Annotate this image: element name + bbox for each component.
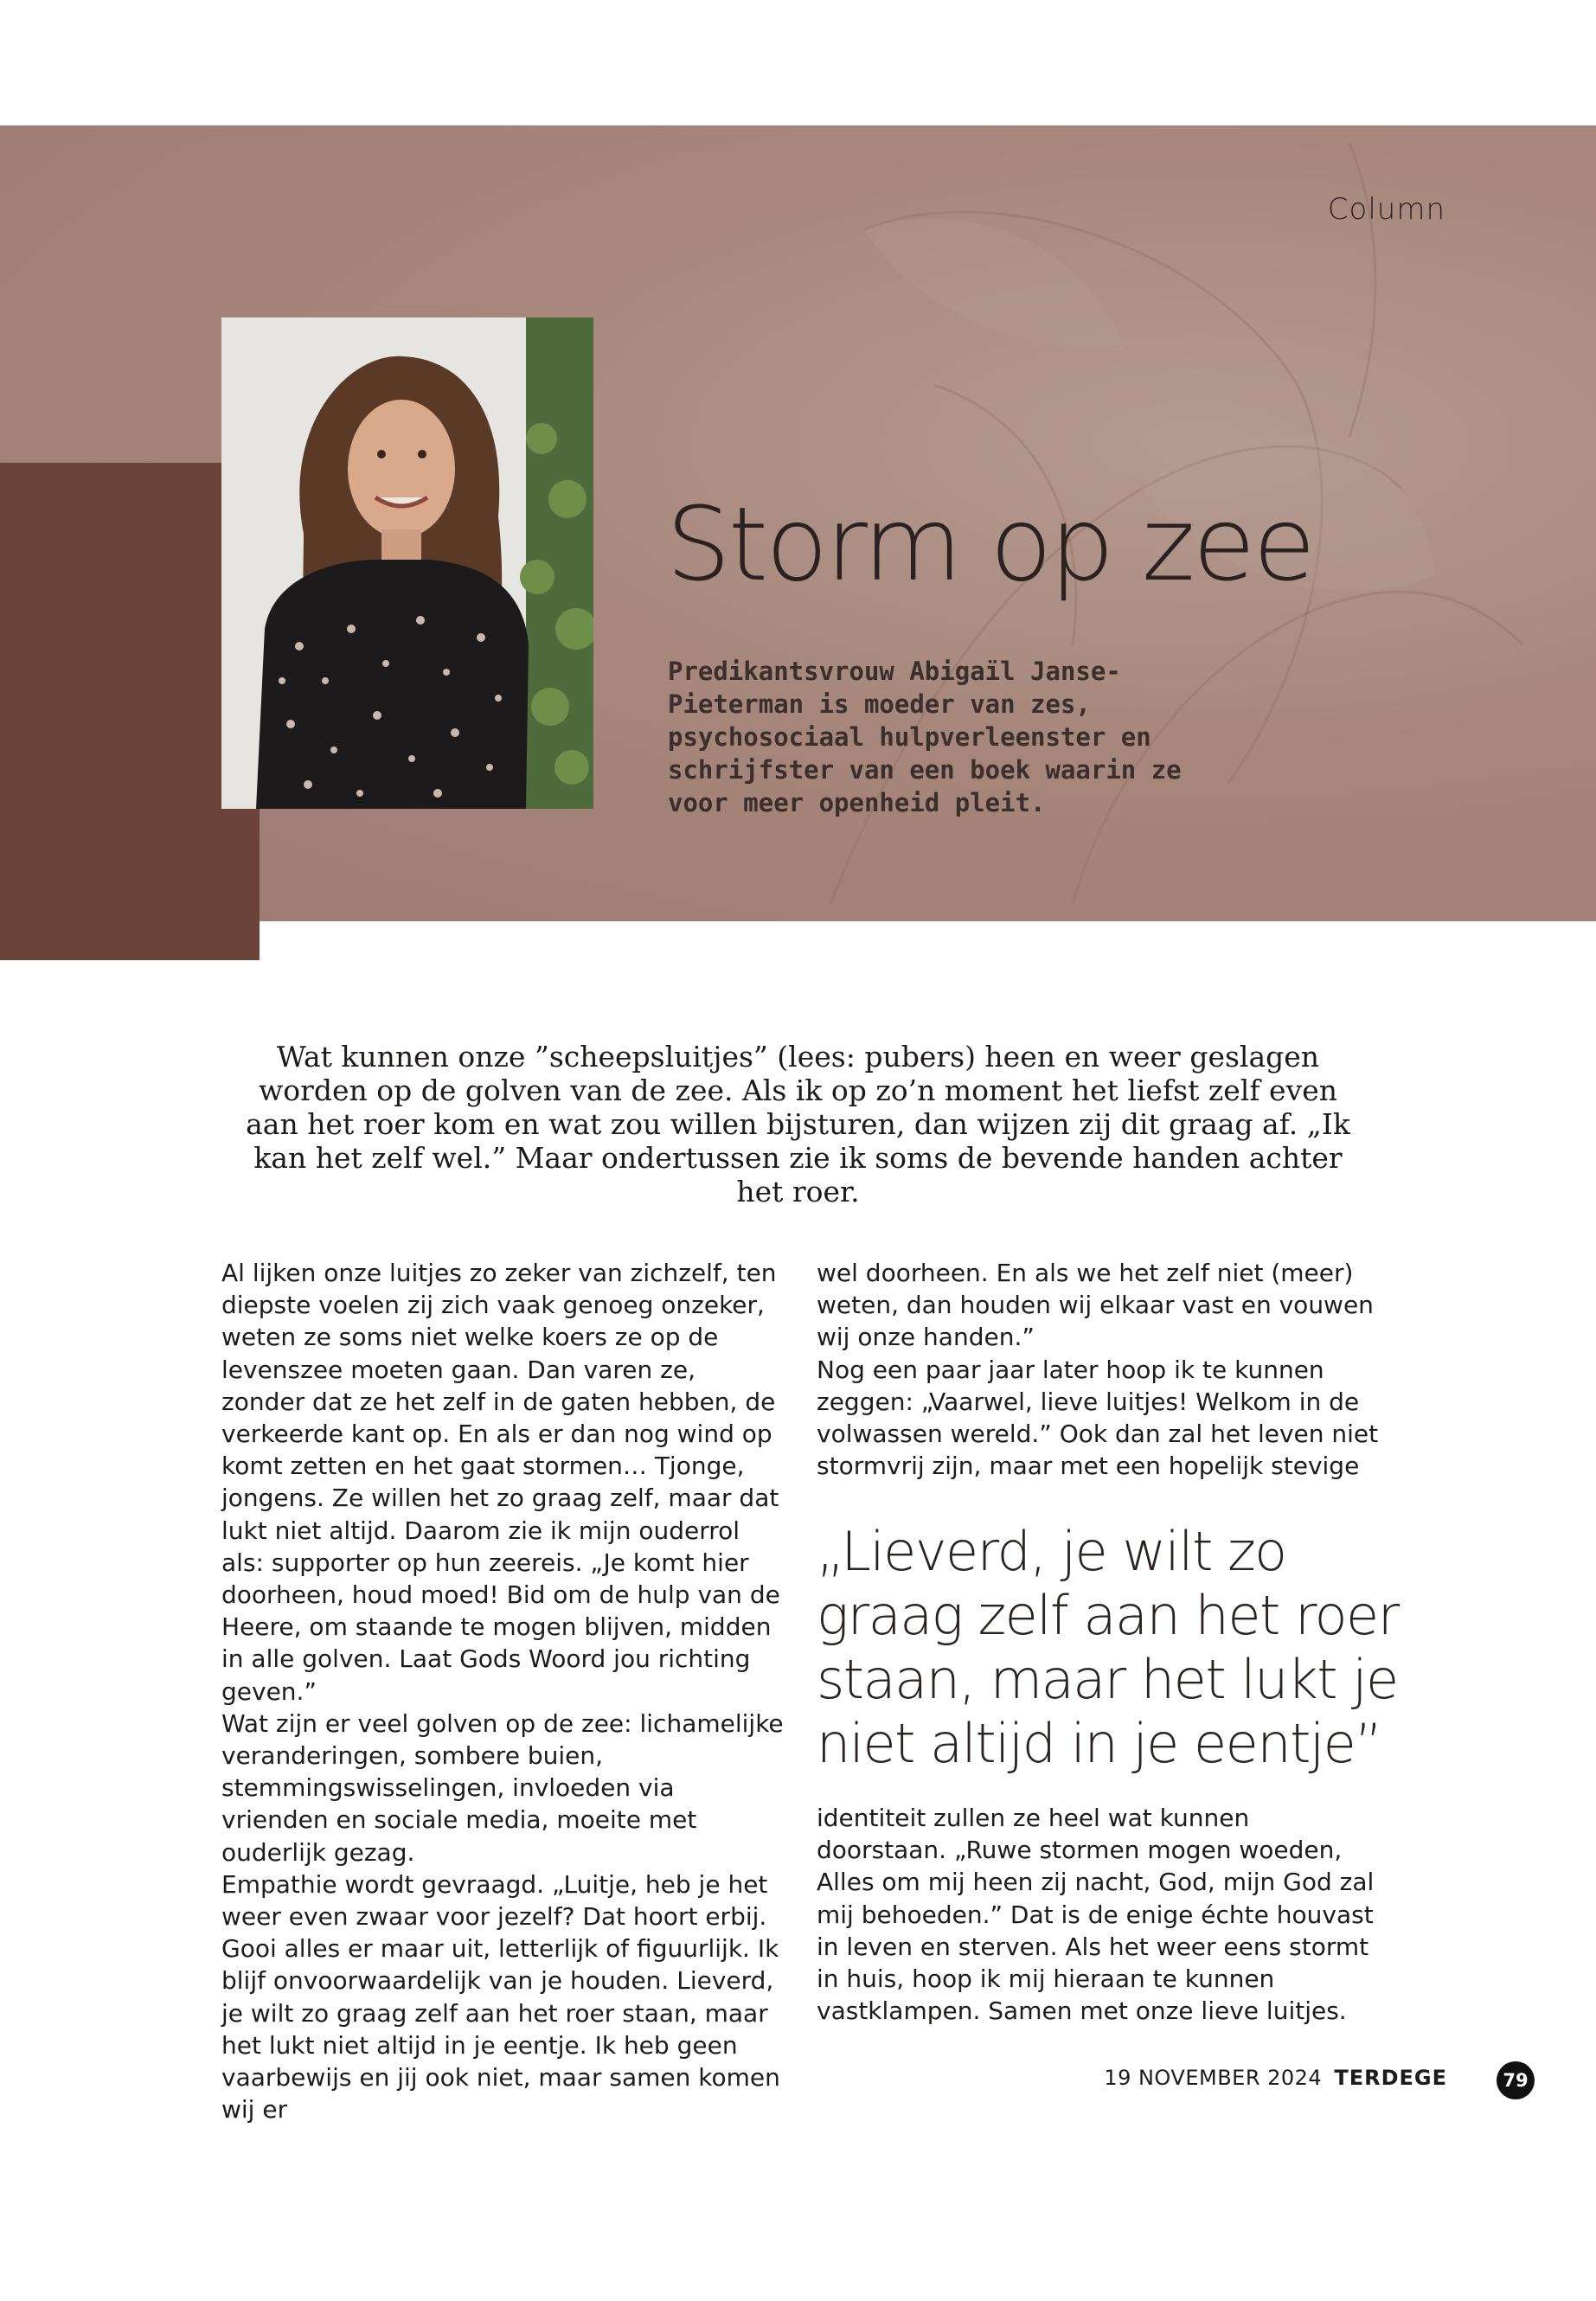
body-paragraph: Nog een paar jaar later hoop ik te kunnen zeggen: „Vaarwel, lieve luitjes! Welkom in de volwassen wereld.” Ook dan zal het leven niet stormvrij zijn, maar met een hopelijk stevige [817, 1355, 1379, 1481]
page-number: 79 [1497, 2061, 1535, 2099]
lead-paragraph: Wat kunnen onze ”scheepsluitjes” (lees: pubers) heen en weer geslagen worden op de golven van de zee. Als ik op zo’n moment het liefst zelf even aan het roer kom en wat zou willen bijsturen, dan wijzen zij dit graag af. „Ik kan het zelf wel.” Maar ondertussen zie ik soms de bevende handen achter het roer. [246, 1040, 1350, 1208]
body-paragraph: Al lijken onze luitjes zo zeker van zichzelf, ten diepste voelen zij zich vaak genoeg onzeker, weten ze soms niet welke koers ze op de levenszee moeten gaan. Dan varen ze, zonder dat ze het zelf in de gaten hebben, de verkeerde kant op. En als er dan nog wind op komt zetten en het gaat stormen… Tjonge, jongens. Ze willen het zo graag zelf, maar dat lukt niet altijd. Daarom zie ik mijn ouderrol als: supporter op hun zeereis. „Je komt hier doorheen, houd moed! Bid om de hulp van de Heere, om staande te mogen blijven, midden in alle golven. Laat Gods Woord jou richting geven.” [221, 1259, 780, 1706]
body-column-right-top [817, 1257, 1379, 1482]
body-column-right-bottom [817, 1802, 1379, 2027]
body-paragraph: Empathie wordt gevraagd. „Luitje, heb je het weer even zwaar voor jezelf? Dat hoort erbij. Gooi alles er maar uit, letterlijk of figuurlijk. Ik blijf onvoorwaardelijk van je houden. Lieverd, je wilt zo graag zelf aan het roer staan, maar het lukt niet altijd in je eentje. Ik heb geen vaarbewijs en jij ook niet, maar samen komen wij er [221, 1869, 780, 2125]
magazine-name: TERDEGE [1334, 2066, 1447, 2090]
issue-date: 19 NOVEMBER 2024 [1104, 2066, 1323, 2090]
body-paragraph: Wat zijn er veel golven op de zee: lichamelijke veranderingen, sombere buien, stemmingswisselingen, invloeden via vrienden en sociale media, moeite met ouderlijk gezag. [221, 1708, 784, 1867]
author-portrait [221, 317, 593, 809]
body-paragraph: wel doorheen. En als we het zelf niet (meer) weten, dan houden wij elkaar vast en vouwen wij onze handen.” [817, 1259, 1374, 1352]
body-paragraph: identiteit zullen ze heel wat kunnen doorstaan. „Ruwe stormen mogen woeden, Alles om mij heen zij nacht, God, mijn God zal mij behoeden.” Dat is de enige échte houvast in leven en sterven. Als het weer eens stormt in huis, hoop ik mij hieraan te kunnen vastklampen. Samen met onze lieve luitjes. [817, 1804, 1375, 2026]
section-label: Column [1327, 192, 1445, 227]
accent-block [0, 463, 260, 960]
author-intro: Predikantsvrouw Abigaïl Janse-Pieterman is moeder van zes, psychosociaal hulpverleenster en schrijfster van een boek waarin ze voor meer openheid pleit. [668, 657, 1182, 817]
body-column-left [221, 1257, 784, 2125]
issue-info [1104, 2066, 1447, 2090]
pull-quote: „Lieverd, je wilt zo graag zelf aan het roer staan, maar het lukt je niet altijd in je eentje” [817, 1520, 1399, 1775]
article-title: Storm op zee [666, 484, 1313, 604]
